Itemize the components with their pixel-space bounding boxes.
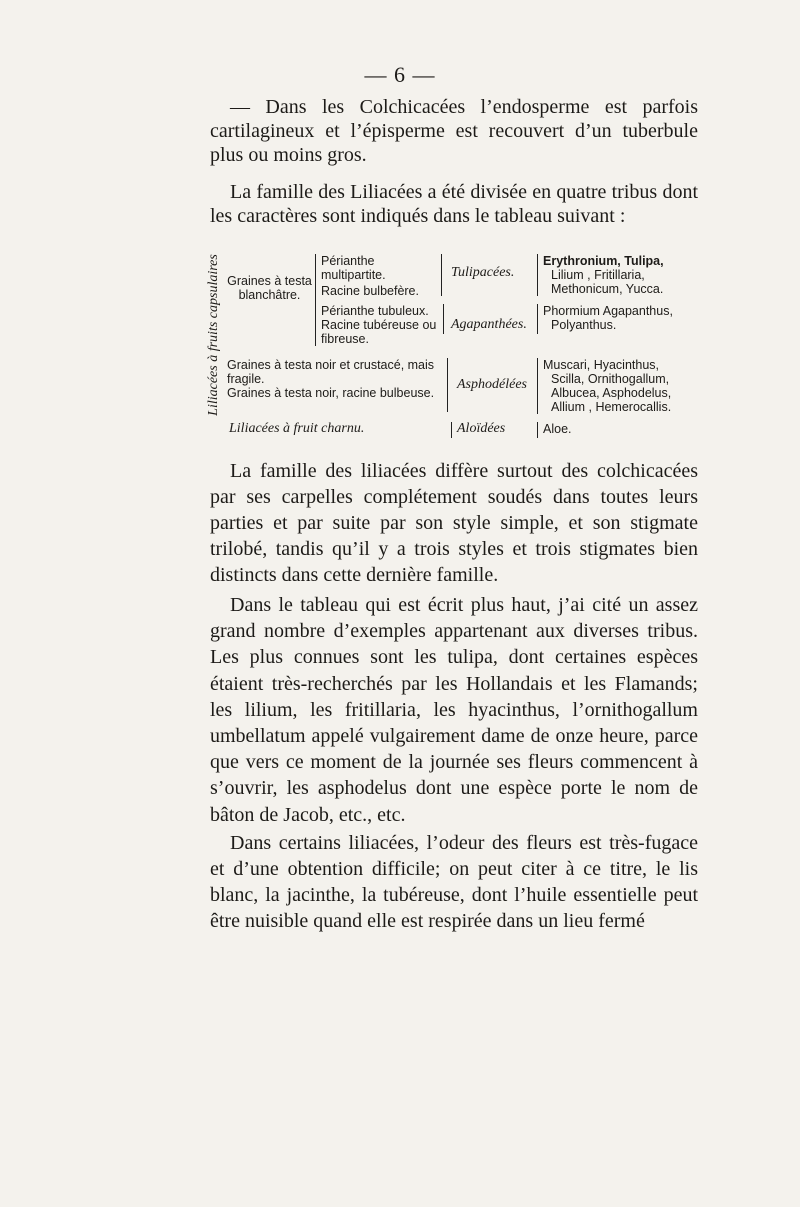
- tribe-asphodelees: Asphodélées: [457, 377, 527, 392]
- graines-noir-bulbeuse: Graines à testa noir, racine bulbeuse.: [227, 386, 435, 400]
- brace-aloe: [537, 422, 538, 438]
- tribe-agapanthees: Agapanthées.: [451, 317, 527, 332]
- brace-aloidees: [451, 422, 452, 438]
- genera-aloe: Aloe.: [543, 422, 572, 436]
- brace-right-3: [447, 358, 448, 412]
- perianthe-tubuleux: Périanthe tubuleux.: [321, 304, 429, 318]
- paragraph-liliacees-tribus: La famille des Liliacées a été divisée en quatre tribus dont les caractères sont indiqués dans le tableau suivant :: [210, 181, 698, 227]
- vertical-label: Liliacées à fruits capsulaires: [206, 254, 221, 416]
- paragraph-colchicacees: — Dans les Colchicacées l’endosperme est parfois cartilagineux et l’épisperme est recouvert d’un tuberbule plus ou moins gros.: [210, 96, 698, 166]
- paragraph-odeur-fleurs: Dans certains liliacées, l’odeur des fleurs est très-fugace et d’une obtention difficile; on peut citer à ce titre, le lis blanc, la jacinthe, la tubéreuse, dont l’huile essentielle peut être nuisible quand elle est respirée dans un lieu fermé: [210, 832, 698, 932]
- brace-left-1: [315, 254, 316, 346]
- liliacees-fruit-charnu: Liliacées à fruit charnu.: [229, 421, 365, 436]
- racine-bulbefere: Racine bulbefère.: [321, 284, 419, 298]
- classification-table: [205, 246, 705, 446]
- paragraph-difference-familles: La famille des liliacées diffère surtout des colchicacées par ses carpelles complétement soudés dans toutes leurs parties et par suite par son style simple, et son stigmate trilobé, tandis qu’il y a trois styles et trois stigmates bien distincts dans cette dernière famille.: [210, 460, 698, 586]
- brace-right-2: [443, 304, 444, 334]
- brace-genera-1: [537, 254, 538, 296]
- racine-tubereuse: Racine tubéreuse ou fibreuse.: [321, 318, 437, 346]
- page-number: — 6 —: [364, 62, 436, 87]
- perianthe-multipartite: Périanthe multipartite.: [321, 254, 386, 282]
- genera-agapanthees-1: Phormium Agapanthus,: [543, 304, 673, 318]
- graines-noir-crustace: Graines à testa noir et crustacé, mais fragile.: [227, 358, 435, 386]
- genera-asphodelees-3: Albucea, Asphodelus,: [551, 386, 672, 400]
- genera-tulipacees-2: Lilium , Fritillaria,: [551, 268, 645, 282]
- paragraph-exemples-tribus: Dans le tableau qui est écrit plus haut, j’ai cité un assez grand nombre d’exemples appartenant aux diverses tribus. Les plus connues sont les tulipa, dont certaines espèces étaient très-recherchés par les Hollandais et les Flamands; les lilium, les fritillaria, les hyacinthus, l’ornithogallum umbellatum appelé vulgairement dame de onze heure, parce que vers ce moment de la journée ses fleurs commencent à s’ouvrir, les asphodelus dont une espèce porte le nom de bâton de Jacob, etc., etc.: [210, 594, 698, 826]
- graines-testa-blanchatre: Graines à testa blanchâtre.: [227, 274, 312, 302]
- genera-asphodelees-1: Muscari, Hyacinthus,: [543, 358, 660, 372]
- genera-tulipacees-1: Erythronium, Tulipa,: [543, 254, 664, 268]
- genera-asphodelees-2: Scilla, Ornithogallum,: [551, 372, 670, 386]
- genera-tulipacees-3: Methonicum, Yucca.: [551, 282, 664, 296]
- genera-agapanthees-2: Polyanthus.: [551, 318, 617, 332]
- tribe-aloidees: Aloïdées: [457, 421, 506, 436]
- brace-genera-2: [537, 304, 538, 334]
- tribe-tulipacees: Tulipacées.: [451, 265, 515, 280]
- genera-asphodelees-4: Allium , Hemerocallis.: [551, 400, 672, 414]
- brace-genera-3: [537, 358, 538, 414]
- brace-right-1: [441, 254, 442, 296]
